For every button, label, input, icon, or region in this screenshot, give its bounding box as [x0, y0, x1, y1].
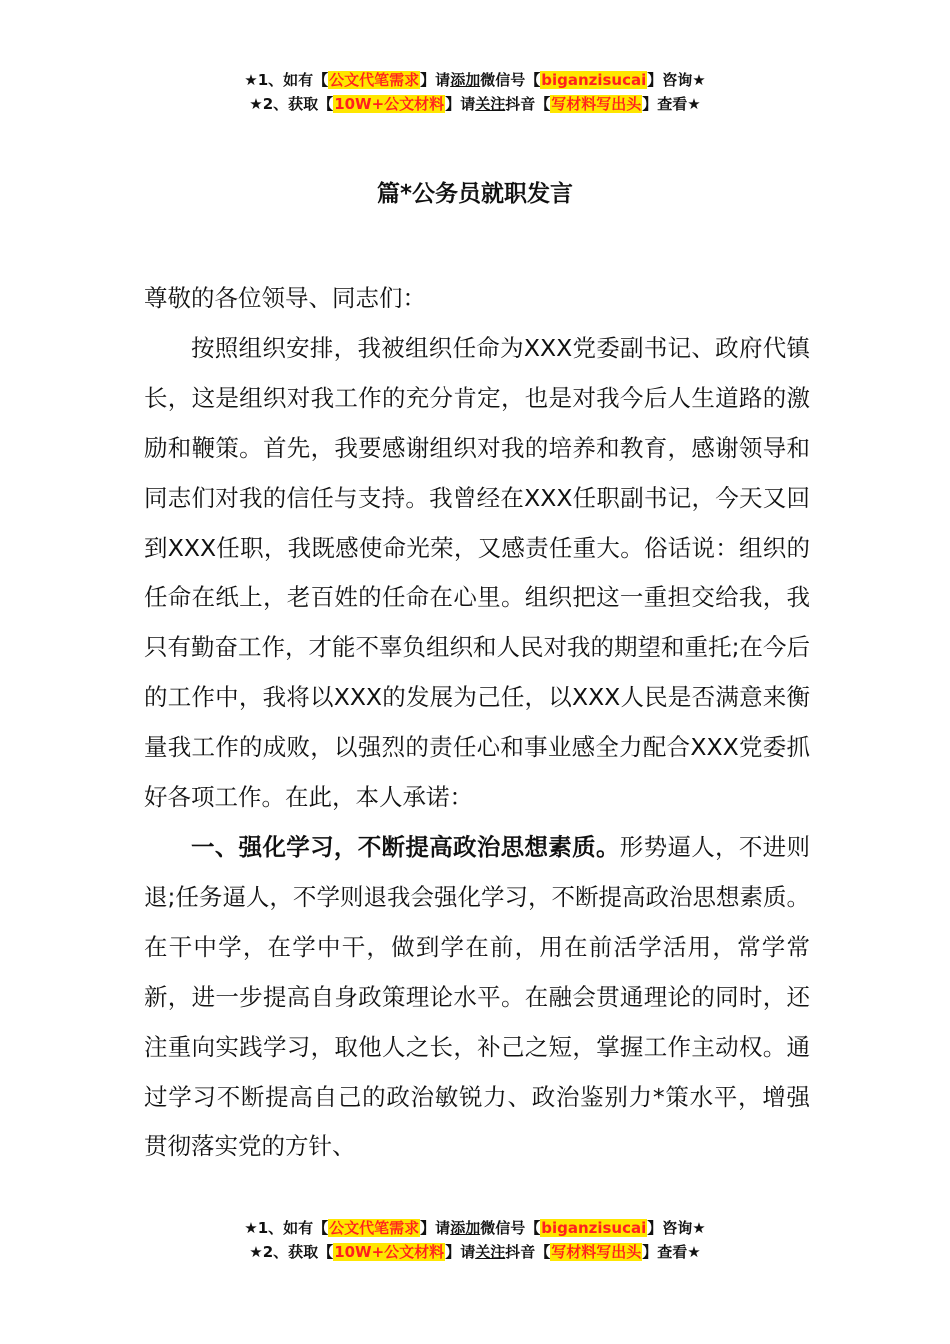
banner-text: 】请 [420, 1219, 451, 1237]
banner-text: 】咨询★ [647, 71, 706, 89]
banner-text: 抖音【 [505, 95, 551, 113]
banner-underlined-text: 添加 [450, 71, 481, 89]
banner-highlight: biganzisucai [541, 71, 647, 89]
banner-highlight: biganzisucai [541, 1219, 647, 1237]
paragraph-1: 按照组织安排，我被组织任命为XXX党委副书记、政府代镇长，这是组织对我工作的充分肯定，也是对我今后人生道路的激励和鞭策。首先，我要感谢组织对我的培养和教育，感谢领导和同志们对我的信任与支持。我曾经在XXX任职副书记，今天又回到XXX任职，我既感使命光荣，又感责任重大。俗话说：组织的任命在纸上，老百姓的任命在心里。组织把这一重担交给我，我只有勤奋工作，才能不辜负组织和人民对我的期望和重托;在今后的工作中，我将以XXX的发展为己任，以XXX人民是否满意来衡量我工作的成败，以强烈的责任心和事业感全力配合XXX党委抓好各项工作。在此，本人承诺： [144, 333, 810, 812]
banner-text: 】查看★ [642, 95, 701, 113]
banner-text: ★1、如有【 [244, 71, 329, 89]
banner-text: 微信号【 [480, 1219, 541, 1237]
banner-line-1 [0, 68, 950, 92]
banner-highlight: 公文代笔需求 [329, 1219, 420, 1237]
banner-line-2 [0, 1240, 950, 1264]
banner-line-2 [0, 92, 950, 116]
paragraph-2 [144, 823, 810, 1172]
banner-text: 抖音【 [505, 1243, 551, 1261]
salutation: 尊敬的各位领导、同志们： [144, 284, 426, 312]
banner-underlined-text: 关注 [475, 1243, 506, 1261]
banner-highlight: 公文代笔需求 [329, 71, 420, 89]
banner-text: 】查看★ [642, 1243, 701, 1261]
top-banner [0, 68, 950, 116]
banner-line-1 [0, 1216, 950, 1240]
banner-text: 】请 [420, 71, 451, 89]
banner-highlight: 写材料写出头 [551, 1243, 642, 1261]
banner-underlined-text: 添加 [450, 1219, 481, 1237]
banner-text: ★1、如有【 [244, 1219, 329, 1237]
banner-text: 】咨询★ [647, 1219, 706, 1237]
banner-text: 】请 [445, 1243, 476, 1261]
bottom-banner [0, 1216, 950, 1264]
banner-underlined-text: 关注 [475, 95, 506, 113]
banner-text: ★2、获取【 [249, 1243, 334, 1261]
banner-highlight: 10W+公文材料 [334, 95, 445, 113]
document-title: 篇*公务员就职发言 [376, 181, 574, 207]
banner-text: ★2、获取【 [249, 95, 334, 113]
banner-text: 】请 [445, 95, 476, 113]
paragraph-2-text: 形势逼人，不进则退;任务逼人，不学则退我会强化学习，不断提高政治思想素质。在干中学，在学中干，做到学在前，用在前活学活用，常学常新，进一步提高自身政策理论水平。在融会贯通理论的同时，还注重向实践学习，取他人之长，补己之短，掌握工作主动权。通过学习不断提高自己的政治敏锐力、政治鉴别力*策水平，增强贯彻落实党的方针、 [144, 832, 811, 1161]
document-body [144, 274, 810, 1172]
banner-highlight: 10W+公文材料 [334, 1243, 445, 1261]
banner-text: 微信号【 [480, 71, 541, 89]
banner-highlight: 写材料写出头 [551, 95, 642, 113]
section-heading: 一、强化学习，不断提高政治思想素质。 [191, 832, 620, 861]
